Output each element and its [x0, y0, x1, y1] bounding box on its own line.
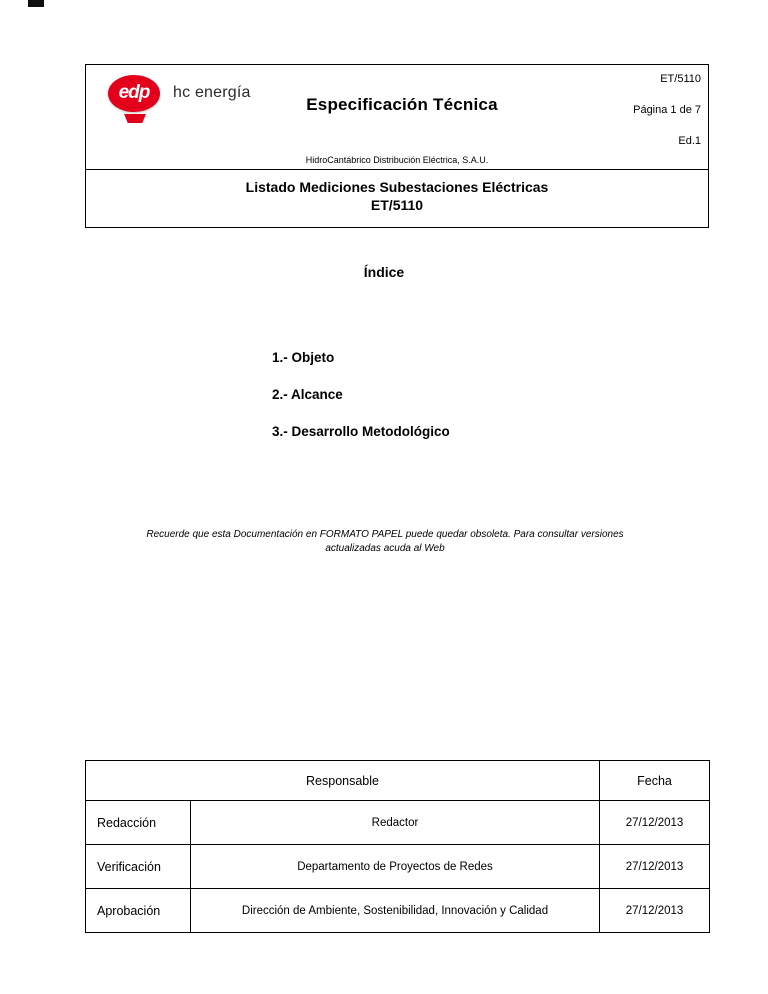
document-header — [85, 64, 709, 228]
approval-table — [85, 760, 710, 933]
edp-logo-icon — [108, 75, 162, 123]
row-responsible: Redactor — [191, 801, 600, 845]
row-role: Redacción — [86, 801, 191, 845]
edition-label: Ed.1 — [678, 135, 701, 147]
edp-logo-base — [122, 114, 148, 123]
doc-code: ET/5110 — [660, 73, 701, 85]
header-top-section — [86, 65, 708, 170]
obsolete-notice: Recuerde que esta Documentación en FORMATO PAPEL puede quedar obsoleta. Para consultar versiones actualizadas acuda al Web — [146, 529, 624, 554]
row-role: Aprobación — [86, 889, 191, 933]
page-number: Página 1 de 7 — [633, 104, 701, 116]
row-responsible: Departamento de Proyectos de Redes — [191, 845, 600, 889]
company-name: HidroCantábrico Distribución Eléctrica, S.A.U. — [305, 155, 489, 165]
document-subtitle-code: ET/5110 — [370, 196, 424, 213]
row-date: 27/12/2013 — [600, 845, 710, 889]
header-meta — [633, 73, 701, 147]
row-date: 27/12/2013 — [600, 889, 710, 933]
document-subtitle — [86, 170, 708, 227]
index-item-desarrollo: 3.- Desarrollo Metodológico — [272, 424, 450, 439]
index-item-objeto: 1.- Objeto — [272, 350, 335, 365]
document-subtitle-line1: Listado Mediciones Subestaciones Eléctricas — [245, 179, 549, 195]
row-role: Verificación — [86, 845, 191, 889]
row-date: 27/12/2013 — [600, 801, 710, 845]
brand-name: hc energía — [173, 84, 251, 101]
column-header-fecha: Fecha — [600, 761, 710, 801]
approval-table-header-row — [86, 761, 710, 801]
row-responsible: Dirección de Ambiente, Sostenibilidad, Innovación y Calidad — [191, 889, 600, 933]
index-item-alcance: 2.- Alcance — [272, 387, 343, 402]
approval-table-row-aprobacion — [86, 889, 710, 933]
index-list — [272, 350, 450, 461]
column-header-responsable: Responsable — [86, 761, 600, 801]
edp-logo-oval — [108, 75, 160, 112]
approval-table-row-redaccion — [86, 801, 710, 845]
document-title: Especificación Técnica — [306, 95, 498, 114]
scan-artifact — [28, 0, 44, 7]
edp-logo-brand-text: edp — [118, 81, 150, 103]
index-title: Índice — [363, 264, 405, 280]
approval-table-row-verificacion — [86, 845, 710, 889]
